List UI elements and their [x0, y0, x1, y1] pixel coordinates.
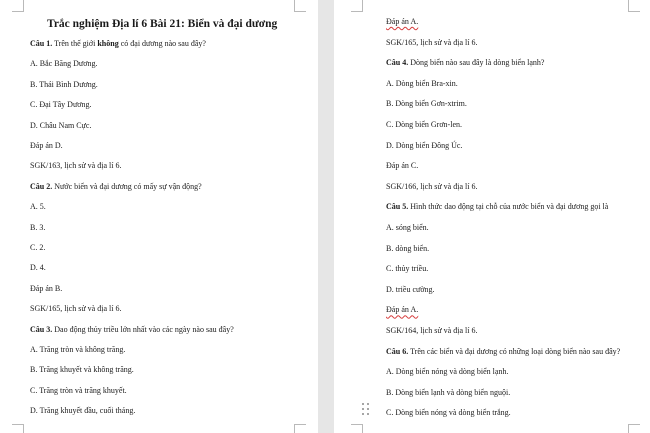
question-text: Dòng biển nào sau đây là dòng biển lạnh?	[408, 58, 545, 68]
question-line	[30, 325, 234, 335]
crop-mark	[12, 424, 24, 433]
option-line: D. Dòng biển Đông Úc.	[386, 140, 463, 150]
question-number: Câu 1.	[30, 39, 53, 48]
question-text: Trên thế giới	[52, 39, 98, 48]
option-line: D. Trăng khuyết đầu, cuối tháng.	[30, 406, 136, 416]
drag-handle-icon[interactable]	[362, 403, 370, 417]
reference-line: SGK/163, lịch sử và địa lí 6.	[30, 161, 122, 171]
option-line: C. Dòng biển Grơn-len.	[386, 120, 462, 129]
question-line	[386, 202, 608, 212]
option-line: D. 4.	[30, 263, 46, 273]
option-line: A. Dòng biển nóng và dòng biển lạnh.	[386, 367, 509, 377]
question-line	[386, 58, 544, 68]
option-line: B. Dòng biển lạnh và dòng biển nguội.	[386, 387, 511, 397]
option-line: C. Đại Tây Dương.	[30, 100, 92, 110]
crop-mark	[351, 0, 363, 12]
option-line: A. 5.	[30, 202, 46, 212]
question-text: Trên các biển và đại dương có những loại dòng biển nào sau đây?	[408, 346, 621, 356]
crop-mark	[628, 0, 640, 12]
question-text: Nước biển và đại dương có mấy sự vận động?	[52, 181, 202, 191]
option-line: B. Trăng khuyết và không trăng.	[30, 365, 134, 375]
question-number: Câu 2.	[30, 181, 53, 191]
question-number: Câu 4.	[386, 58, 409, 68]
crop-mark	[351, 424, 363, 433]
question-line	[30, 39, 206, 49]
question-text: Dao động thủy triều lớn nhất vào các ngày nào sau đây?	[52, 324, 234, 334]
answer-line: Đáp án D.	[30, 141, 63, 150]
document-page-left	[0, 0, 318, 433]
option-line: A. sóng biển.	[386, 223, 429, 232]
question-number: Câu 5.	[386, 202, 409, 212]
reference-line: SGK/164, lịch sử và địa lí 6.	[386, 326, 478, 335]
document-title: Trắc nghiệm Địa lí 6 Bài 21: Biển và đại dương	[47, 18, 278, 30]
reference-line: SGK/166, lịch sử và địa lí 6.	[386, 181, 478, 191]
option-line: A. Dòng biển Bra-xin.	[386, 78, 458, 88]
option-line: C. Dòng biển nóng và dòng biển trắng.	[386, 408, 511, 418]
crop-mark	[628, 424, 640, 433]
answer-line	[386, 17, 418, 27]
question-line	[386, 347, 620, 357]
question-text: có đại dương nào sau đây?	[118, 39, 206, 48]
question-line	[30, 182, 202, 192]
crop-mark	[294, 424, 306, 433]
answer-line: Đáp án C.	[386, 161, 419, 171]
option-line: A. Bắc Băng Dương.	[30, 59, 98, 69]
emphasis-text: không	[97, 39, 119, 48]
spellcheck-text: Đáp án A.	[386, 305, 419, 315]
option-line: B. 3.	[30, 222, 46, 232]
option-line: B. dòng biển.	[386, 243, 430, 253]
option-line: D. triều cường.	[386, 284, 435, 294]
crop-mark	[294, 0, 306, 12]
option-line: A. Trăng tròn và không trăng.	[30, 345, 126, 354]
option-line: B. Dòng biển Gơn-xtrim.	[386, 99, 467, 109]
page-gutter	[318, 0, 334, 433]
option-line: C. thủy triều.	[386, 264, 429, 274]
answer-line: Đáp án B.	[30, 283, 63, 293]
answer-line	[386, 305, 418, 315]
document-page-right	[334, 0, 650, 433]
option-line: B. Thái Bình Dương.	[30, 79, 98, 89]
spellcheck-text: Đáp án A.	[386, 17, 419, 26]
option-line: C. Trăng tròn và trăng khuyết.	[30, 385, 127, 395]
question-number: Câu 6.	[386, 346, 409, 356]
option-line: C. 2.	[30, 243, 46, 252]
question-text: Hình thức dao động tại chỗ của nước biển và đại dương gọi là	[408, 202, 609, 212]
question-number: Câu 3.	[30, 324, 53, 334]
crop-mark	[12, 0, 24, 12]
option-line: D. Châu Nam Cực.	[30, 120, 92, 130]
reference-line: SGK/165, lịch sử và địa lí 6.	[386, 37, 478, 47]
reference-line: SGK/165, lịch sử và địa lí 6.	[30, 304, 122, 314]
